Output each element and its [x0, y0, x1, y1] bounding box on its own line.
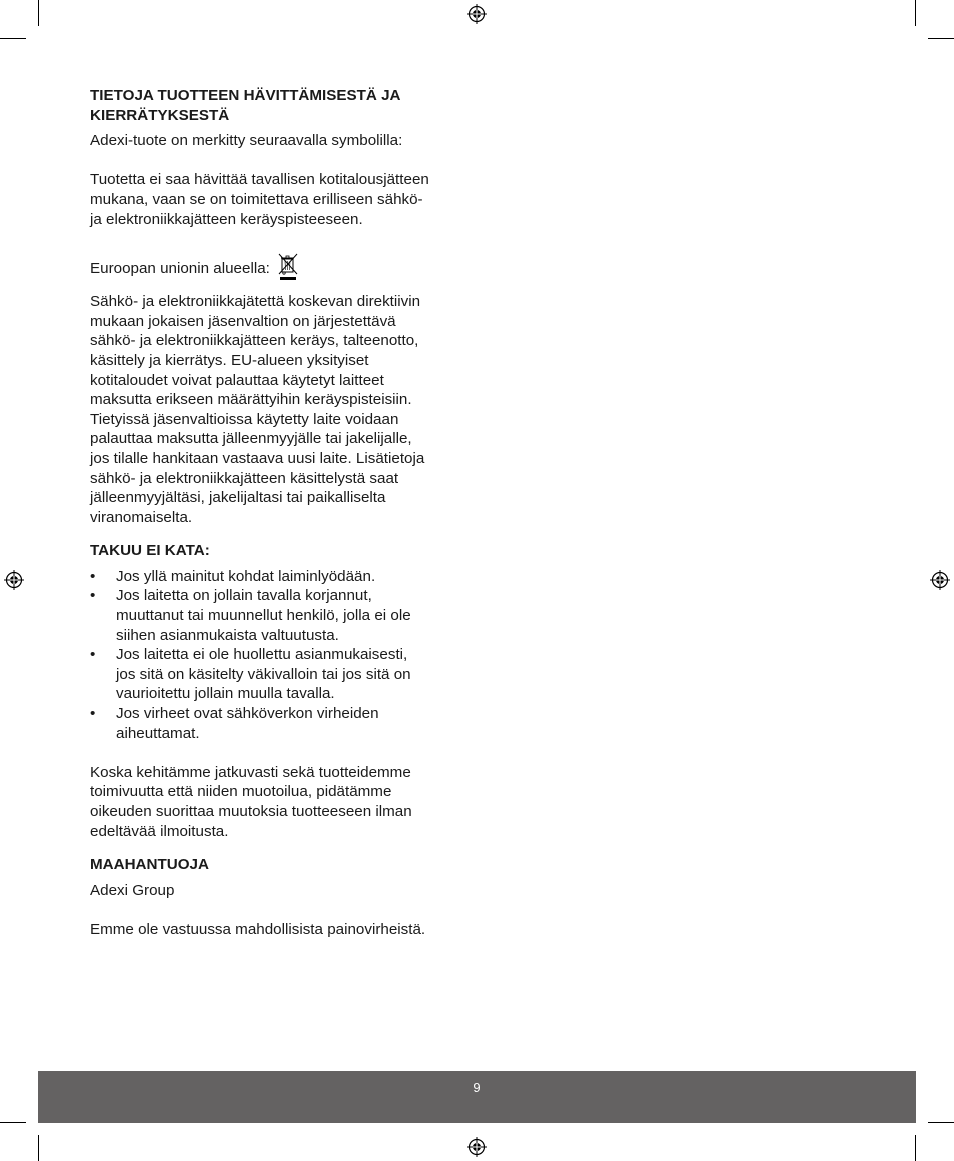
text-line: muuttanut tai muunnellut henkilö, jolla ei ole [116, 607, 411, 625]
crossed-out-wheelie-bin-icon [278, 253, 298, 281]
text-line: Tuotetta ei saa hävittää tavallisen kotitalousjätteen [90, 171, 429, 189]
warranty-exclusions-list [90, 567, 462, 743]
list-item [90, 586, 462, 645]
page-number: 9 [473, 1080, 481, 1095]
text-line: aiheuttamat. [116, 724, 200, 742]
crop-mark-bottom-left-vertical [38, 1135, 39, 1161]
main-text-column [90, 86, 462, 940]
text-line: viranomaiselta. [90, 508, 193, 526]
text-line: vaurioitettu jollain muulla tavalla. [116, 685, 335, 703]
text-line: Jos yllä mainitut kohdat laiminlyödään. [116, 567, 376, 585]
bullet-icon: • [90, 567, 96, 585]
crop-mark-top-left-vertical [38, 0, 39, 26]
text-line: jos tilalle hankitaan vastaava uusi laite. Lisätietoja [90, 449, 425, 467]
text-line: käsittely ja kierrätys. EU-alueen yksityiset [90, 351, 369, 369]
list-item [90, 704, 462, 743]
printing-errors-disclaimer: Emme ole vastuussa mahdollisista painovirheistä. [90, 920, 426, 938]
text-line: jälleenmyyjältäsi, jakelijaltasi tai paikalliselta [90, 489, 386, 507]
importer-heading: MAAHANTUOJA [90, 856, 209, 874]
warranty-heading: TAKUU EI KATA: [90, 542, 210, 560]
crop-mark-bottom-left-horizontal [0, 1122, 26, 1123]
text-line: sähkö- ja elektroniikkajätteen käsittelystä saat [90, 469, 399, 487]
footer-bar [38, 1071, 916, 1123]
eu-region-label: Euroopan unionin alueella: [90, 260, 270, 278]
bullet-icon: • [90, 705, 96, 723]
text-line: toimivuutta että niiden muotoilua, pidätämme [90, 783, 392, 801]
text-line: mukana, vaan se on toimitettava erilliseen sähkö- [90, 190, 423, 208]
text-line: edeltävää ilmoitusta. [90, 822, 229, 840]
crop-mark-bottom-right-horizontal [928, 1122, 954, 1123]
bullet-icon: • [90, 587, 96, 605]
registration-mark-icon [467, 1137, 487, 1157]
text-line: mukaan jokaisen jäsenvaltion on järjestettävä [90, 312, 396, 330]
crop-mark-top-right-horizontal [928, 38, 954, 39]
registration-mark-icon [4, 570, 24, 590]
text-line: sähkö- ja elektroniikkajätteen keräys, talteenotto, [90, 332, 419, 350]
crop-mark-bottom-right-vertical [915, 1135, 916, 1161]
household-waste-paragraph [90, 170, 462, 229]
text-line: palauttaa maksutta jälleenmyyjälle tai jakelijalle, [90, 430, 412, 448]
heading-line: KIERRÄTYKSESTÄ [90, 106, 230, 124]
product-development-paragraph [90, 763, 462, 841]
heading-line: TIETOJA TUOTTEEN HÄVITTÄMISESTÄ JA [90, 87, 401, 104]
registration-mark-icon [930, 570, 950, 590]
directive-paragraph [90, 292, 462, 527]
text-line: Jos laitetta ei ole huollettu asianmukaisesti, [116, 646, 408, 664]
list-item [90, 567, 462, 587]
disposal-heading [90, 86, 462, 125]
registration-mark-icon [467, 4, 487, 24]
text-line: kotitaloudet voivat palauttaa käytetyt laitteet [90, 371, 384, 389]
bullet-icon: • [90, 646, 96, 664]
text-line: oikeuden suorittaa muutoksia tuotteeseen ilman [90, 803, 412, 820]
text-line: maksutta erikseen määrättyihin keräyspisteisiin. [90, 391, 412, 409]
text-line: Jos laitetta on jollain tavalla korjannut, [116, 587, 372, 605]
text-line: Koska kehitämme jatkuvasti sekä tuotteidemme [90, 763, 411, 781]
importer-name: Adexi Group [90, 881, 175, 899]
text-line: Jos virheet ovat sähköverkon virheiden [116, 705, 379, 723]
symbol-intro: Adexi-tuote on merkitty seuraavalla symbolilla: [90, 132, 403, 150]
eu-region-line [90, 253, 462, 279]
text-line: Tietyissä jäsenvaltioissa käytetty laite voidaan [90, 410, 399, 428]
text-line: ja elektroniikkajätteen keräyspisteeseen. [90, 210, 363, 228]
crop-mark-top-left-horizontal [0, 38, 26, 39]
text-line: Sähkö- ja elektroniikkajätettä koskevan direktiivin [90, 293, 421, 311]
crop-mark-top-right-vertical [915, 0, 916, 26]
text-line: jos sitä on käsitelty väkivalloin tai jos sitä on [116, 665, 411, 683]
list-item [90, 645, 462, 704]
text-line: siihen asianmukaista valtuutusta. [116, 626, 339, 644]
